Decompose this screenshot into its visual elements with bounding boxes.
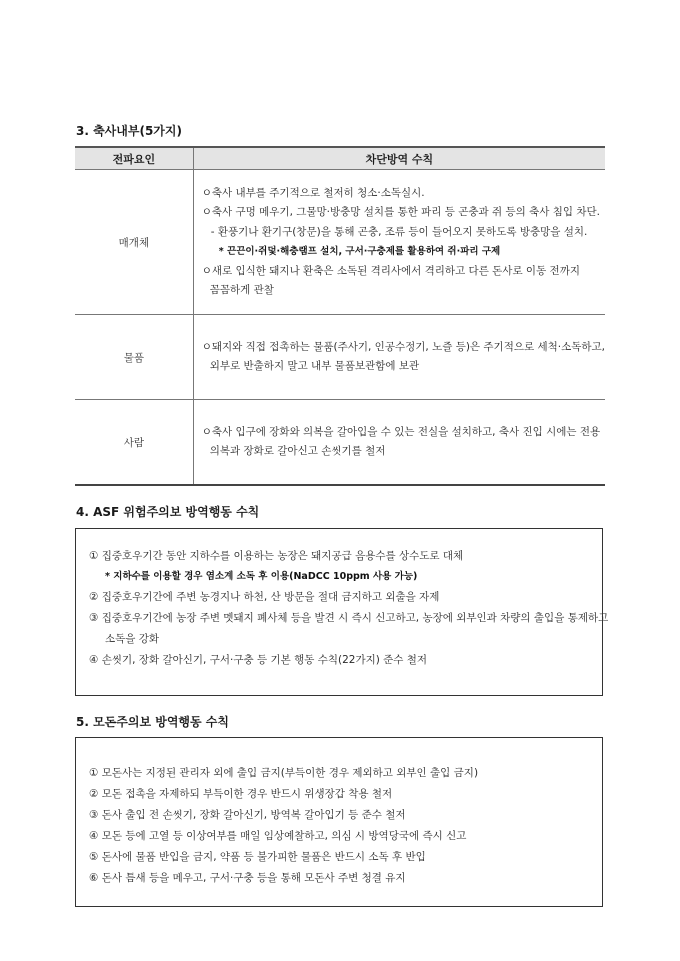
- factor-cell: 물품: [75, 315, 193, 400]
- rule-item: ④ 손씻기, 장화 갈아신기, 구서·구충 등 기본 행동 수칙(22가지) 준수 철저: [89, 654, 428, 666]
- rule-line: ㅇ축사 구멍 메우기, 그물망·방충망 설치를 통한 파리 등 곤충과 쥐 등의 축사 침입 차단.: [201, 206, 601, 218]
- rule-item: ⑤ 돈사에 물품 반입을 금지, 약품 등 불가피한 물품은 반드시 소독 후 반입: [89, 851, 426, 863]
- rule-line: ㅇ축사 입구에 장화와 의복을 갈아입을 수 있는 전실을 설치하고, 축사 진입 시에는 전용: [201, 425, 601, 438]
- header-rules: 차단방역 수칙: [193, 147, 605, 170]
- rule-item: ③ 집중호우기간에 농장 주변 멧돼지 폐사체 등을 발견 시 즉시 신고하고, 농장에 외부인과 차량의 출입을 통제하고: [89, 612, 609, 624]
- table-header-row: [75, 147, 605, 170]
- rule-line: ㅇ새로 입식한 돼지나 환축은 소독된 격리사에서 격리하고 다른 돈사로 이동 전까지: [201, 264, 580, 277]
- section4-title: 4. ASF 위험주의보 방역행동 수칙: [76, 505, 260, 519]
- table-row: [75, 315, 605, 400]
- factor-cell: 매개체: [75, 170, 193, 315]
- rule-item: ② 모돈 접촉을 자제하되 부득이한 경우 반드시 위생장갑 착용 철저: [89, 788, 393, 800]
- rule-item: ⑥ 돈사 틈새 등을 메우고, 구서·구충 등을 통해 모돈사 주변 청결 유지: [89, 872, 406, 884]
- table-row: [75, 400, 605, 486]
- rule-line: ㅇ돼지와 직접 접촉하는 물품(주사기, 인공수정기, 노즐 등)은 주기적으로 세척·소독하고,: [201, 340, 605, 353]
- rule-item: ④ 모돈 등에 고열 등 이상여부를 매일 임상예찰하고, 의심 시 방역당국에 즉시 신고: [89, 830, 467, 842]
- table-row: [75, 170, 605, 315]
- rule-continuation: 소독을 강화: [105, 633, 160, 645]
- rule-continuation: 외부로 반출하지 말고 내부 물품보관함에 보관: [209, 360, 420, 372]
- rule-note: * 끈끈이·쥐덫·해충램프 설치, 구서·구충제를 활용하여 쥐·파리 구제: [218, 246, 501, 257]
- section3-table: [75, 146, 605, 486]
- header-factor: 전파요인: [75, 147, 193, 170]
- section4-box: [75, 528, 609, 696]
- section5-box: [75, 737, 603, 907]
- section5-title: 5. 모돈주의보 방역행동 수칙: [76, 715, 229, 729]
- rule-item: ② 집중호우기간에 주변 농경지나 하천, 산 방문을 절대 금지하고 외출을 자제: [89, 591, 440, 603]
- rules-cell: [193, 400, 605, 486]
- rules-cell: [193, 170, 605, 315]
- rule-subline: - 환풍기나 환기구(창문)을 통해 곤충, 조류 등이 들어오지 못하도록 방충망을 설치.: [210, 225, 588, 238]
- rules-cell: [193, 315, 605, 400]
- rule-item: ③ 돈사 출입 전 손씻기, 장화 갈아신기, 방역복 갈아입기 등 준수 철저: [89, 809, 406, 821]
- rule-continuation: 꼼꼼하게 관찰: [209, 284, 274, 296]
- factor-cell: 사람: [75, 400, 193, 486]
- rule-continuation: 의복과 장화로 갈아신고 손씻기를 철저: [209, 445, 386, 457]
- rule-item: ① 모돈사는 지정된 관리자 외에 출입 금지(부득이한 경우 제외하고 외부인 출입 금지): [89, 767, 479, 779]
- rule-line: ㅇ축사 내부를 주기적으로 철저히 청소·소독실시.: [201, 186, 425, 199]
- rule-item: ① 집중호우기간 동안 지하수를 이용하는 농장은 돼지공급 음용수를 상수도로 대체: [89, 550, 464, 562]
- rule-note: * 지하수를 이용할 경우 염소계 소독 후 이용(NaDCC 10ppm 사용 가능): [105, 571, 418, 582]
- section3-title: 3. 축사내부(5가지): [76, 124, 182, 138]
